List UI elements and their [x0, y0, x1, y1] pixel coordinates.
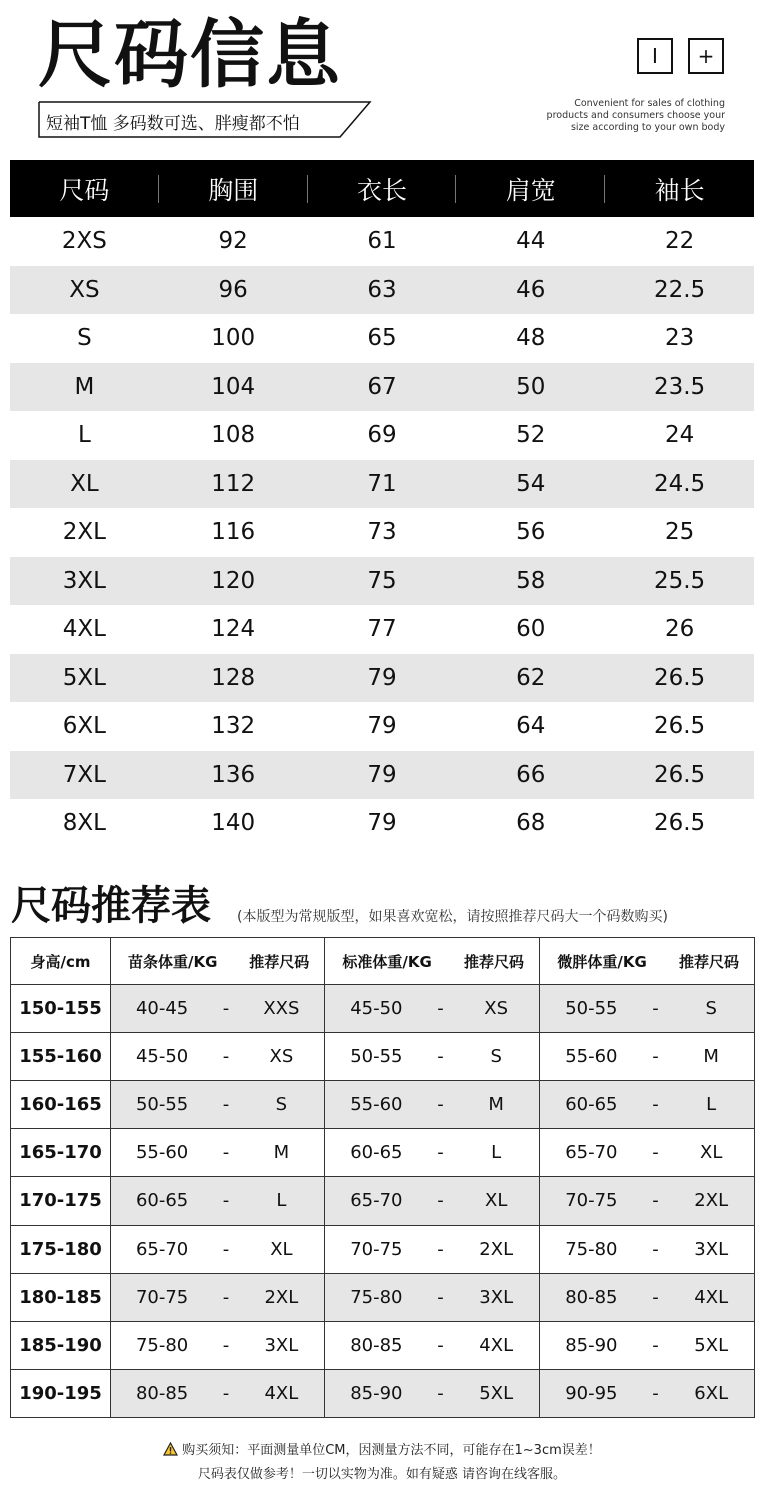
height-cell: 150-155 [11, 985, 111, 1033]
size-cell: 92 [218, 228, 248, 255]
reference-notice: 尺码表仅做参考！一切以实物为准。如有疑惑 请咨询在线客服。 [197, 1467, 567, 1482]
weight-range: 60-65 [565, 1094, 618, 1116]
dash: - [222, 1286, 230, 1308]
weight-range: 70-75 [135, 1286, 189, 1308]
table-row [11, 1129, 755, 1177]
notice-line-1: 购买须知：平面测量单位CM，因测量方法不同，可能存在1~3cm误差！ [182, 1443, 601, 1458]
recommended-size: L [491, 1142, 502, 1164]
table-row [11, 1369, 755, 1417]
size-cell: 79 [367, 810, 397, 837]
weight-size-cell [325, 1273, 540, 1321]
size-cell: 79 [308, 751, 457, 800]
size-cell: 8XL [62, 810, 106, 837]
size-cell: 24 [664, 422, 695, 449]
dash: - [652, 1238, 659, 1260]
dash: - [222, 1382, 230, 1404]
english-note-line: products and consumers choose your [546, 110, 725, 121]
recommended-size: L [276, 1190, 287, 1212]
weight-range: 80-85 [135, 1382, 189, 1404]
recommended-size: M [703, 1046, 719, 1068]
recommended-size: 5XL [479, 1382, 514, 1404]
size-cell: 116 [211, 519, 256, 546]
height-cell: 165-170 [11, 1129, 111, 1177]
header-length: 衣长 [308, 160, 457, 217]
size-cell: XL [10, 460, 159, 509]
dash: - [222, 1046, 230, 1068]
header-standard-group: 标准体重/KG 推荐尺码 [325, 938, 540, 985]
size-cell: 79 [308, 654, 457, 703]
table-row [11, 985, 755, 1033]
recommended-size: S [490, 1046, 502, 1068]
recommended-size: 2XL [694, 1190, 729, 1212]
weight-size-cell [325, 1129, 540, 1177]
size-cell: 26.5 [605, 654, 754, 703]
size-cell: 100 [211, 325, 256, 352]
weight-range: 50-55 [565, 998, 618, 1020]
recommended-size: L [706, 1094, 717, 1116]
recommended-size: XXS [263, 998, 300, 1020]
weight-range: 75-80 [565, 1238, 618, 1260]
table-row [11, 1081, 755, 1129]
dash: - [652, 1142, 659, 1164]
recommended-size: 4XL [694, 1286, 729, 1308]
size-cell: 69 [367, 422, 397, 449]
size-cell: 6XL [62, 713, 106, 740]
size-cell: 48 [516, 325, 546, 352]
table-row [10, 799, 754, 848]
weight-size-cell [111, 1081, 325, 1129]
size-cell: 5XL [10, 654, 159, 703]
weight-range: 50-55 [135, 1094, 189, 1116]
size-cell: 23 [664, 325, 695, 352]
size-cell: 77 [367, 616, 397, 643]
page-title: 尺码信息 [38, 12, 342, 98]
size-cell: 124 [211, 616, 256, 643]
recommended-size: 3XL [694, 1238, 729, 1260]
dash: - [437, 1046, 444, 1068]
recommended-size: 2XL [479, 1238, 514, 1260]
size-cell: 46 [456, 266, 605, 315]
table-row [10, 460, 754, 509]
size-cell: 136 [159, 751, 308, 800]
recommended-size: 4XL [479, 1334, 514, 1356]
dash: - [222, 1094, 230, 1116]
weight-size-cell [325, 1225, 540, 1273]
header-slim-group: 苗条体重/KG 推荐尺码 [111, 938, 325, 985]
table-row [11, 1273, 755, 1321]
dash: - [437, 998, 444, 1020]
weight-size-cell [111, 1369, 325, 1417]
table-row [10, 314, 754, 363]
size-cell: 23.5 [605, 363, 754, 412]
size-cell: 108 [211, 422, 256, 449]
table-row [10, 654, 754, 703]
weight-range: 80-85 [350, 1334, 403, 1356]
size-cell: 58 [456, 557, 605, 606]
header-sleeve: 袖长 [605, 160, 754, 217]
dash: - [222, 1142, 230, 1164]
subtitle-text: 短袖T恤 多码数可选、胖瘦都不怕 [46, 114, 300, 134]
dash: - [652, 1286, 659, 1308]
table-row [11, 1177, 755, 1225]
zoom-out-button[interactable]: I [637, 38, 673, 74]
weight-range: 40-45 [135, 998, 189, 1020]
height-cell: 185-190 [11, 1321, 111, 1369]
weight-range: 85-90 [565, 1334, 618, 1356]
table-row [11, 1225, 755, 1273]
zoom-in-button[interactable]: + [688, 38, 724, 74]
weight-size-cell [540, 1321, 755, 1369]
size-cell: 65 [367, 325, 397, 352]
weight-range: 80-85 [565, 1286, 618, 1308]
dash: - [222, 1190, 230, 1212]
table-row [10, 266, 754, 315]
size-table [10, 160, 754, 848]
dash: - [437, 1190, 444, 1212]
weight-size-cell [540, 1177, 755, 1225]
size-cell: L [77, 422, 91, 449]
size-cell: 132 [211, 713, 256, 740]
header-chubby-group: 微胖体重/KG 推荐尺码 [540, 938, 755, 985]
english-note [547, 98, 725, 134]
dash: - [652, 1046, 659, 1068]
dash: - [652, 1382, 659, 1404]
table-row [10, 605, 754, 654]
dash: - [652, 1094, 659, 1116]
size-cell: 140 [211, 810, 256, 837]
size-cell: 50 [456, 363, 605, 412]
weight-size-cell [111, 1129, 325, 1177]
dash: - [437, 1238, 444, 1260]
size-cell: 4XL [62, 616, 106, 643]
size-cell: 71 [308, 460, 457, 509]
english-note-line: size according to your own body [570, 122, 725, 133]
recommended-size: 4XL [264, 1382, 299, 1404]
recommended-size: M [273, 1142, 290, 1164]
table-row [10, 363, 754, 412]
size-cell: 67 [308, 363, 457, 412]
size-cell: 2XS [61, 228, 107, 255]
recommended-size: 3XL [479, 1286, 514, 1308]
weight-size-cell [540, 985, 755, 1033]
height-cell: 190-195 [11, 1369, 111, 1417]
weight-range: 55-60 [350, 1094, 403, 1116]
dash: - [652, 998, 659, 1020]
table-row [10, 508, 754, 557]
height-cell: 155-160 [11, 1033, 111, 1081]
weight-range: 70-75 [350, 1238, 403, 1260]
weight-size-cell [540, 1033, 755, 1081]
size-cell: 26 [664, 616, 695, 643]
weight-size-cell [540, 1225, 755, 1273]
height-cell: 180-185 [11, 1273, 111, 1321]
weight-range: 65-70 [565, 1142, 618, 1164]
dash: - [437, 1334, 444, 1356]
english-note-line: Convenient for sales of clothing [574, 98, 725, 109]
size-cell: 104 [159, 363, 308, 412]
size-cell: 73 [367, 519, 397, 546]
size-cell: 63 [308, 266, 457, 315]
recommended-size: XS [269, 1046, 294, 1068]
subtitle-banner [38, 101, 338, 137]
weight-size-cell [325, 1177, 540, 1225]
weight-range: 55-60 [565, 1046, 618, 1068]
recommend-table [10, 937, 755, 1418]
weight-size-cell [325, 1321, 540, 1369]
header-shoulder: 肩宽 [456, 160, 605, 217]
weight-size-cell [111, 985, 325, 1033]
header-size: 尺码 [10, 160, 159, 217]
weight-range: 60-65 [350, 1142, 403, 1164]
table-row [10, 751, 754, 800]
dash: - [222, 998, 230, 1020]
size-cell: 128 [159, 654, 308, 703]
dash: - [652, 1334, 659, 1356]
weight-size-cell [111, 1321, 325, 1369]
size-cell: 52 [516, 422, 546, 449]
weight-range: 70-75 [565, 1190, 618, 1212]
weight-size-cell [325, 1033, 540, 1081]
weight-range: 85-90 [350, 1382, 403, 1404]
size-cell: 22.5 [605, 266, 754, 315]
size-cell: 25.5 [605, 557, 754, 606]
recommended-size: XL [485, 1190, 508, 1212]
weight-size-cell [111, 1225, 325, 1273]
recommended-size: S [705, 998, 717, 1020]
size-cell: 54 [456, 460, 605, 509]
weight-range: 65-70 [135, 1238, 189, 1260]
table-row [10, 411, 754, 460]
recommended-size: 2XL [264, 1286, 299, 1308]
size-cell: 120 [159, 557, 308, 606]
recommended-size: S [275, 1094, 288, 1116]
size-table-header-row [10, 160, 754, 217]
weight-range: 45-50 [350, 998, 403, 1020]
height-cell: 160-165 [11, 1081, 111, 1129]
table-row [10, 557, 754, 606]
size-cell: 62 [456, 654, 605, 703]
weight-range: 45-50 [135, 1046, 189, 1068]
recommended-size: 3XL [264, 1334, 299, 1356]
weight-range: 65-70 [350, 1190, 403, 1212]
weight-size-cell [325, 985, 540, 1033]
recommend-title: 尺码推荐表 [11, 883, 211, 929]
table-row [11, 1321, 755, 1369]
size-cell: 44 [516, 228, 546, 255]
weight-size-cell [540, 1369, 755, 1417]
size-cell: 22 [664, 228, 695, 255]
weight-size-cell [111, 1273, 325, 1321]
weight-size-cell [540, 1273, 755, 1321]
size-cell: 56 [516, 519, 546, 546]
recommended-size: XL [700, 1142, 723, 1164]
recommended-size: M [488, 1094, 504, 1116]
recommend-header-row [11, 938, 755, 985]
weight-size-cell [325, 1369, 540, 1417]
size-cell: 2XL [62, 519, 106, 546]
recommended-size: 6XL [694, 1382, 729, 1404]
recommended-size: 5XL [694, 1334, 729, 1356]
height-cell: 170-175 [11, 1177, 111, 1225]
weight-size-cell [111, 1033, 325, 1081]
weight-range: 75-80 [135, 1334, 189, 1356]
size-cell: 60 [516, 616, 546, 643]
table-row [10, 702, 754, 751]
purchase-notice [0, 1439, 764, 1458]
recommended-size: XL [270, 1238, 293, 1260]
weight-range: 55-60 [135, 1142, 189, 1164]
weight-size-cell [111, 1177, 325, 1225]
size-cell: 79 [367, 713, 397, 740]
size-cell: 26.5 [653, 713, 706, 740]
weight-range: 50-55 [350, 1046, 403, 1068]
size-cell: 26.5 [653, 810, 706, 837]
weight-size-cell [540, 1081, 755, 1129]
size-cell: 68 [516, 810, 546, 837]
table-row [11, 1033, 755, 1081]
dash: - [437, 1382, 444, 1404]
dash: - [437, 1286, 444, 1308]
size-cell: 64 [516, 713, 546, 740]
size-cell: XS [10, 266, 159, 315]
size-cell: 3XL [10, 557, 159, 606]
size-cell: S [77, 325, 92, 352]
size-cell: 66 [456, 751, 605, 800]
recommend-note: (本版型为常规版型，如果喜欢宽松，请按照推荐尺码大一个码数购买) [237, 909, 668, 925]
size-cell: 96 [159, 266, 308, 315]
height-cell: 175-180 [11, 1225, 111, 1273]
dash: - [222, 1238, 230, 1260]
dash: - [652, 1190, 659, 1212]
weight-range: 60-65 [135, 1190, 189, 1212]
size-cell: 25 [664, 519, 695, 546]
table-row [10, 217, 754, 266]
header-height: 身高/cm [11, 938, 111, 985]
recommended-size: XS [484, 998, 509, 1020]
size-cell: 24.5 [605, 460, 754, 509]
size-cell: 61 [367, 228, 397, 255]
size-cell: 7XL [10, 751, 159, 800]
weight-size-cell [540, 1129, 755, 1177]
warning-icon [163, 1442, 178, 1456]
size-cell: 112 [159, 460, 308, 509]
size-cell: 75 [308, 557, 457, 606]
dash: - [437, 1094, 444, 1116]
weight-size-cell [325, 1081, 540, 1129]
dash: - [437, 1142, 444, 1164]
size-cell: 26.5 [605, 751, 754, 800]
size-cell: M [10, 363, 159, 412]
dash: - [222, 1334, 230, 1356]
weight-range: 75-80 [350, 1286, 403, 1308]
weight-range: 90-95 [565, 1382, 618, 1404]
header-chest: 胸围 [159, 160, 308, 217]
